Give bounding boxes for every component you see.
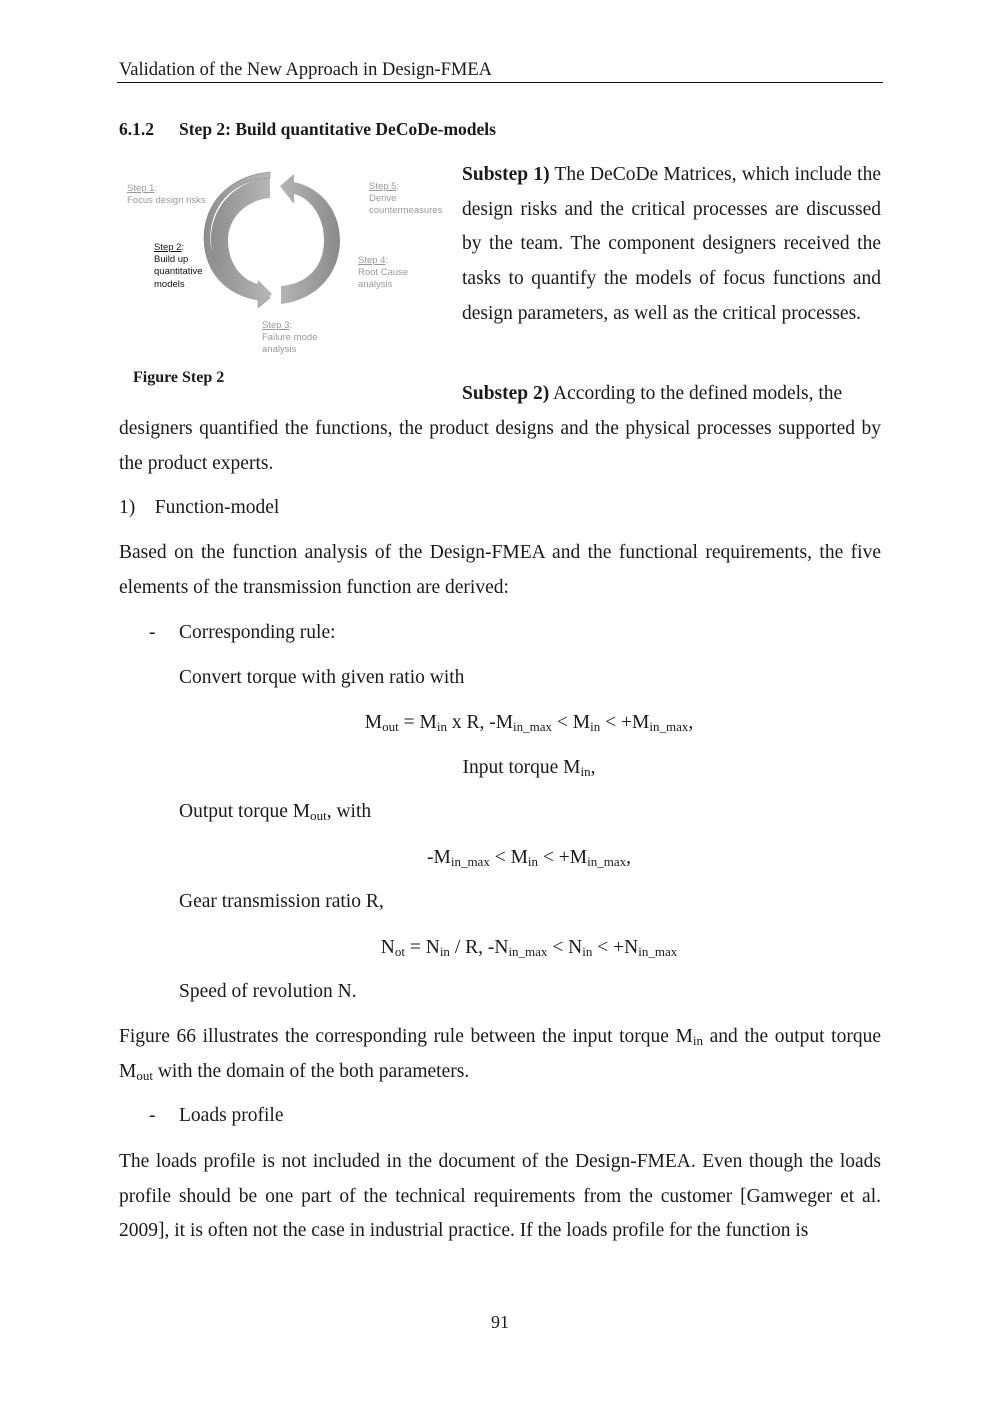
figure-66-paragraph: Figure 66 illustrates the corresponding rule between the input torque $M_{in}$ and the output torque $M_{out}$ with the domain of the both parameters. (119, 1026, 881, 1083)
figure-step-4: Step 4: Root Cause analysis (358, 255, 409, 291)
header-rule (117, 82, 883, 83)
substep-1-paragraph (462, 158, 881, 332)
figure-step-2: Step 2: Build up quantitative models (154, 242, 203, 290)
figure-caption: Figure Step 2 (133, 369, 225, 386)
figure-step-3: Step 3: Failure mode analysis (262, 320, 318, 356)
figure-step-1: Step 1: Focus design risks (127, 183, 206, 207)
equation-speed: $N_{ot} = N_{in} / R$, $-N_{in\_max} < N_{in} < +N_{in\_max}$ (380, 937, 678, 959)
page-number: 91 (491, 1312, 509, 1332)
bullet-corresponding-rule: - Corresponding rule: (119, 616, 881, 651)
step-cycle-figure (118, 168, 448, 368)
function-model-heading: 1) Function-model (119, 497, 280, 518)
section-number: 6.1.2 (119, 119, 154, 139)
gear-ratio-text: Gear transmission ratio R, (179, 891, 384, 912)
cycle-arrow-right (280, 174, 340, 304)
substep-2-paragraph-rest: designers quantified the functions, the product designs and the physical processes supported by the product experts. (119, 418, 881, 474)
bullet-loads-profile: - Loads profile (119, 1099, 881, 1134)
substep-2-lead: Substep 2) (462, 383, 550, 404)
bullet-dash: - (149, 622, 156, 643)
bullet-dash: - (149, 1105, 156, 1126)
equation-torque-domain: $-M_{in\_max} < M_{in} < +M_{in\_max}$, (426, 847, 632, 869)
loads-profile-paragraph: The loads profile is not included in the document of the Design-FMEA. Even though the loads profile should be one part of the technical requirements from the customer [Gamweger et al. 2009], it is often not the case in industrial practice. If the loads profile for the function is (119, 1151, 881, 1242)
output-torque-text: Output torque $M_{out}$, with (179, 801, 372, 823)
substep-1-text: The DeCoDe Matrices, which include the design risks and the critical processes are discussed by the team. The component designers received the tasks to quantify the models of focus functions and design parameters, as well as the critical processes. (462, 164, 881, 324)
function-model-intro: Based on the function analysis of the Design-FMEA and the functional requirements, the five elements of the transmission function are derived: (119, 542, 881, 598)
section-title: Step 2: Build quantitative DeCoDe-models (179, 119, 496, 139)
substep-1-lead: Substep 1) (462, 164, 550, 185)
running-header: Validation of the New Approach in Design-FMEA (119, 60, 493, 80)
convert-torque-text: Convert torque with given ratio with (179, 667, 465, 688)
equation-torque: $M_{out} = M_{in}$ x R, $-M_{in\_max} < M_{in} < +M_{in\_max}$, (364, 712, 694, 734)
figure-step-5: Step 5: Derive countermeasures (369, 181, 443, 217)
equation-input-torque: Input torque $M_{in}$, (462, 757, 596, 779)
speed-text: Speed of revolution N. (179, 981, 357, 1002)
substep-2-paragraph-start: Substep 2) According to the defined models, the (462, 383, 843, 404)
section-heading (119, 119, 496, 140)
